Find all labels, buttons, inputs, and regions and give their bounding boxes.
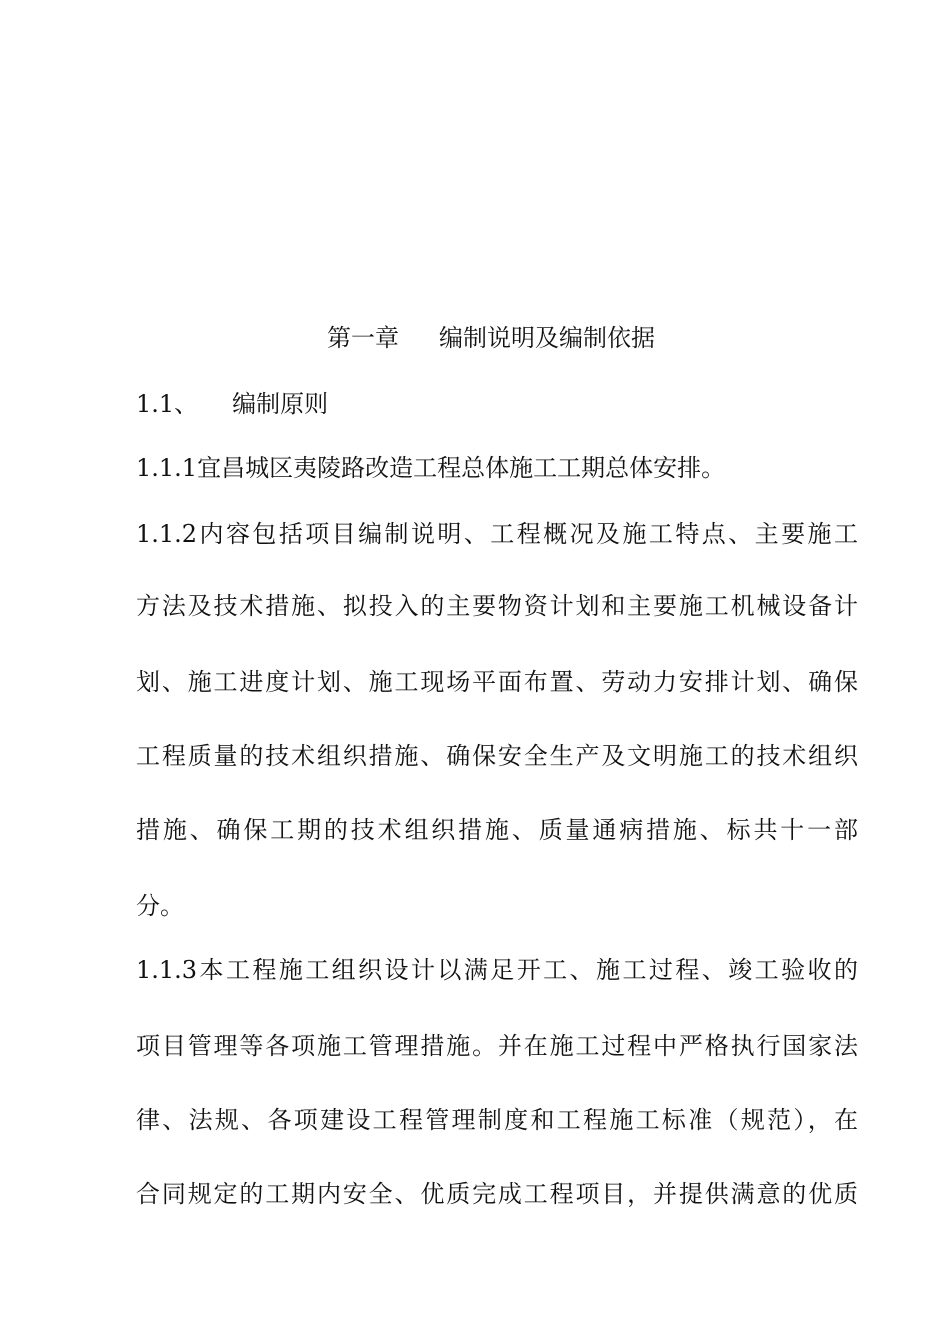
chapter-title [327,322,655,354]
paragraph-2-line-4: 工程质量的技术组织措施、确保安全生产及文明施工的技术组织 [136,742,858,770]
paragraph-2-line-5: 措施、确保工期的技术组织措施、质量通病措施、标共十一部 [136,816,858,844]
paragraph-2-line-3: 划、施工进度计划、施工现场平面布置、劳动力安排计划、确保 [136,668,858,696]
paragraph-3-line-3: 律、法规、各项建设工程管理制度和工程施工标准（规范），在 [136,1106,858,1134]
paragraph-2-line-1: 1.1.2内容包括项目编制说明、工程概况及施工特点、主要施工 [136,520,858,548]
paragraph-3-line-4: 合同规定的工期内安全、优质完成工程项目，并提供满意的优质 [136,1180,858,1208]
paragraph-2-line-2: 方法及技术措施、拟投入的主要物资计划和主要施工机械设备计 [136,592,858,620]
section-title: 编制原则 [232,390,329,418]
section-number: 1.1、 [136,390,199,418]
chapter-title-text: 编制说明及编制依据 [439,324,655,352]
paragraph-2-line-6: 分。 [136,892,184,920]
paragraph-1-line-1: 1.1.1宜昌城区夷陵路改造工程总体施工工期总体安排。 [136,454,726,482]
paragraph-3-line-1: 1.1.3本工程施工组织设计以满足开工、施工过程、竣工验收的 [136,956,858,984]
chapter-number: 第一章 [327,324,399,352]
paragraph-3-line-2: 项目管理等各项施工管理措施。并在施工过程中严格执行国家法 [136,1032,858,1060]
section-heading [136,388,328,420]
